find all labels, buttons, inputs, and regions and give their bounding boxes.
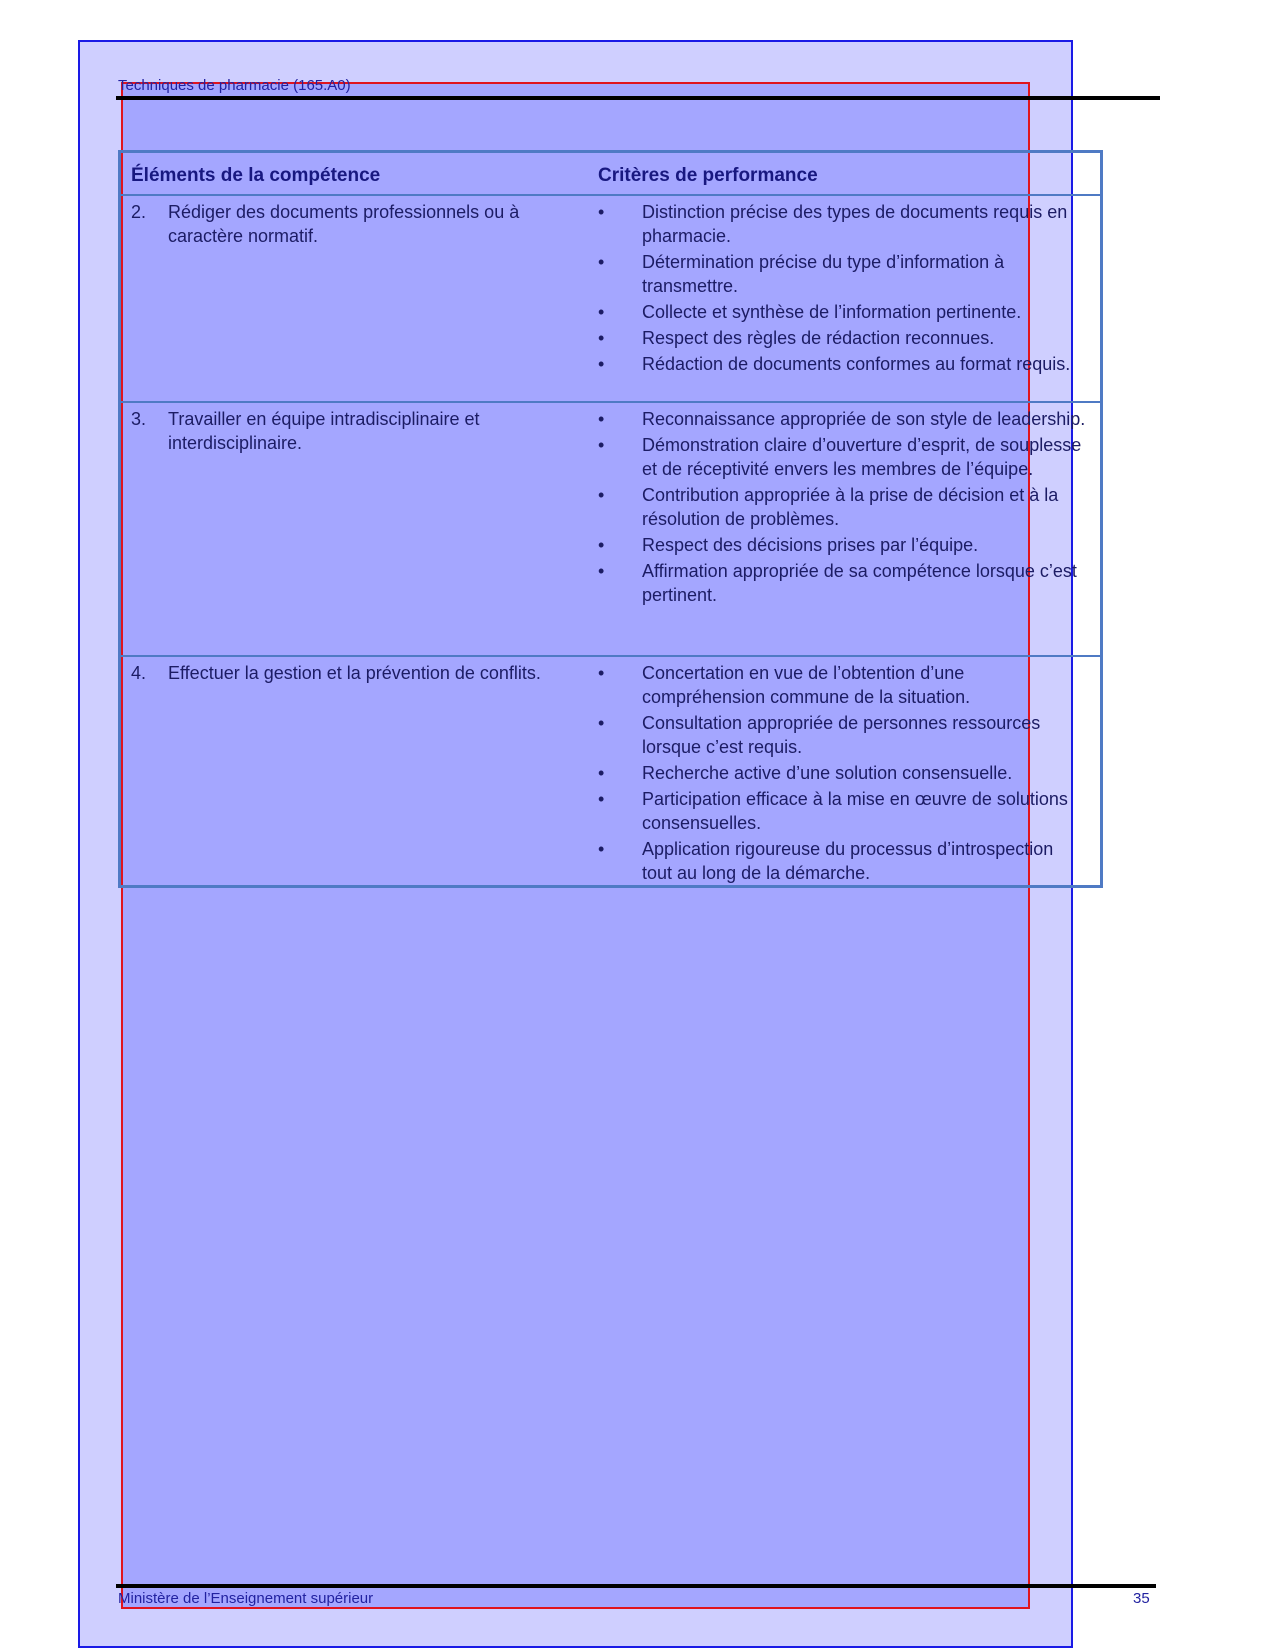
running-header: Techniques de pharmacie (165.A0) (118, 77, 351, 94)
element-cell (131, 200, 586, 248)
competence-table (118, 150, 1103, 888)
criteria-item (598, 761, 1086, 785)
element-text: Rédiger des documents professionnels ou à caractère normatif. (168, 202, 520, 246)
bullet-icon: • (598, 713, 605, 733)
bullet-icon: • (598, 435, 605, 455)
bullet-icon: • (598, 561, 605, 581)
criteria-list (598, 661, 1086, 887)
bullet-icon: • (598, 763, 605, 783)
footer-rule (116, 1584, 1156, 1588)
bullet-icon: • (598, 663, 605, 683)
bullet-icon: • (598, 485, 605, 505)
element-text: Effectuer la gestion et la prévention de conflits. (168, 663, 541, 683)
criteria-item (598, 407, 1086, 431)
criteria-text: Application rigoureuse du processus d’introspection tout au long de la démarche. (642, 839, 1054, 883)
bullet-icon: • (598, 328, 605, 348)
footer-ministry: Ministère de l’Enseignement supérieur (118, 1590, 374, 1607)
criteria-item (598, 300, 1086, 324)
criteria-item (598, 250, 1086, 298)
criteria-text: Affirmation appropriée de sa compétence lorsque c’est pertinent. (642, 561, 1077, 605)
bullet-icon: • (598, 789, 605, 809)
bullet-icon: • (598, 202, 605, 222)
criteria-text: Collecte et synthèse de l’information pertinente. (642, 302, 1022, 322)
row-divider (121, 401, 1100, 403)
bullet-icon: • (598, 409, 605, 429)
bullet-icon: • (598, 535, 605, 555)
element-number: 3. (131, 409, 147, 429)
criteria-text: Détermination précise du type d’information à transmettre. (642, 252, 1005, 296)
criteria-list (598, 407, 1086, 609)
criteria-text: Respect des décisions prises par l’équipe. (642, 535, 979, 555)
criteria-text: Consultation appropriée de personnes ressources lorsque c’est requis. (642, 713, 1041, 757)
row-divider (121, 655, 1100, 657)
criteria-text: Distinction précise des types de documents requis en pharmacie. (642, 202, 1068, 246)
criteria-item (598, 837, 1086, 885)
criteria-item (598, 787, 1086, 835)
header-divider (121, 194, 1100, 196)
criteria-item (598, 711, 1086, 759)
element-number: 4. (131, 663, 147, 683)
criteria-text: Reconnaissance appropriée de son style de leadership. (642, 409, 1086, 429)
bullet-icon: • (598, 252, 605, 272)
criteria-text: Contribution appropriée à la prise de décision et à la résolution de problèmes. (642, 485, 1059, 529)
criteria-item (598, 433, 1086, 481)
criteria-item (598, 533, 1086, 557)
element-cell (131, 661, 586, 685)
element-cell (131, 407, 586, 455)
bullet-icon: • (598, 302, 605, 322)
col-header-elements: Éléments de la compétence (131, 165, 381, 186)
criteria-item (598, 661, 1086, 709)
bullet-icon: • (598, 839, 605, 859)
criteria-list (598, 200, 1086, 378)
criteria-item (598, 559, 1086, 607)
bullet-icon: • (598, 354, 605, 374)
header-rule (116, 96, 1160, 100)
element-text: Travailler en équipe intradisciplinaire et interdisciplinaire. (168, 409, 480, 453)
criteria-item (598, 326, 1086, 350)
criteria-text: Recherche active d’une solution consensuelle. (642, 763, 1013, 783)
page-number: 35 (1133, 1590, 1150, 1607)
criteria-text: Démonstration claire d’ouverture d’esprit, de souplesse et de réceptivité envers les membres de l’équipe. (642, 435, 1082, 479)
criteria-text: Respect des règles de rédaction reconnues. (642, 328, 995, 348)
criteria-item (598, 483, 1086, 531)
element-number: 2. (131, 202, 147, 222)
criteria-text: Concertation en vue de l’obtention d’une compréhension commune de la situation. (642, 663, 971, 707)
criteria-item (598, 200, 1086, 248)
criteria-item (598, 352, 1086, 376)
criteria-text: Rédaction de documents conformes au format requis. (642, 354, 1071, 374)
col-header-criteria: Critères de performance (598, 165, 818, 186)
criteria-text: Participation efficace à la mise en œuvre de solutions consensuelles. (642, 789, 1068, 833)
